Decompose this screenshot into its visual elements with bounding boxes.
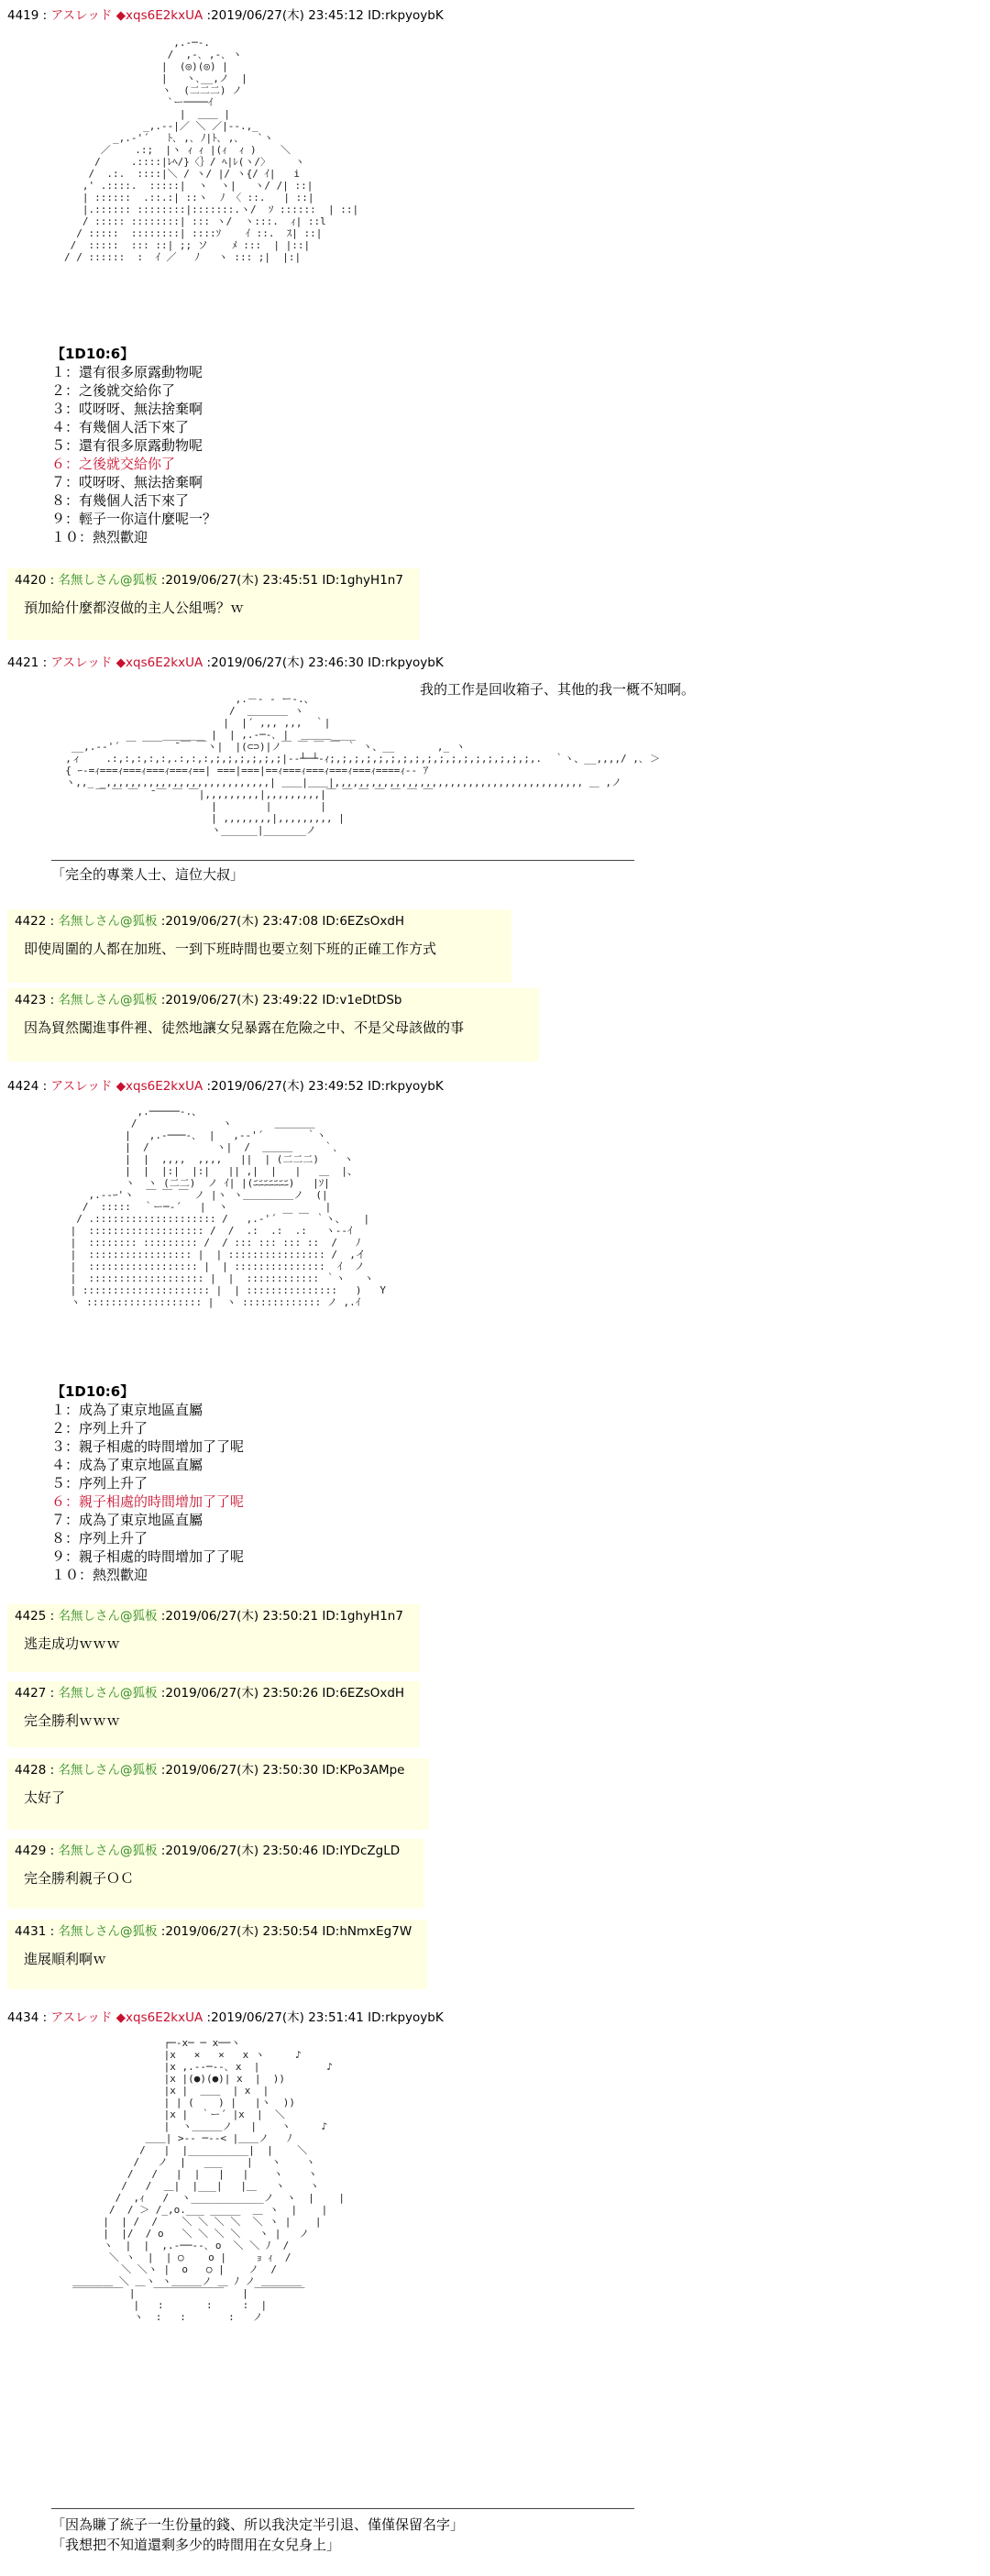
- dice-item-selected: ６：親子相處的時間增加了了呢: [51, 1493, 245, 1510]
- dice-item: １：成為了東京地區直屬: [51, 1402, 204, 1418]
- dice-item: ７：成為了東京地區直屬: [51, 1512, 204, 1528]
- poster-trip: ◆xqs6E2kxUA: [116, 8, 204, 23]
- dice-item: ２：之後就交給你了: [51, 382, 176, 399]
- post-body: 逃走成功ｗｗｗ: [24, 1635, 121, 1652]
- post-header-4419: 4419 : アスレッド ◆xqs6E2kxUA :2019/06/27(木) 23:45:12 ID:rkpyoybK: [7, 8, 444, 23]
- dice-item: ８：序列上升了: [51, 1530, 148, 1547]
- post-header-4428: 4428 : 名無しさん@狐板 :2019/06/27(木) 23:50:30 ID:KPo3AMpe: [15, 1763, 405, 1778]
- post-header-4421: 4421 : アスレッド ◆xqs6E2kxUA :2019/06/27(木) 23:46:30 ID:rkpyoybK: [7, 655, 444, 670]
- ascii-art-man-phone: ,.─────-.、 / ヽ ＿＿＿＿ | ,.-───-､ | ,-‐'´ ｀ヽ | / ヽ| / ＿＿＿ ｀､ | | ,,,, ,,,, || | (二二二) ヽ | | |:| |:| || ,| | | ＿ |、 ヽ ヽ (二二) ノ ｲ| |(ﾆﾆﾆﾆﾆﾆﾆ) |ｿ| ,.-‐ｰ'ヽ ￣ ￣ ￣ ノ |ヽ ヽ＿＿＿＿＿ノ (| / ::::: ｀ー─‐´ | ヽ | / .:::::::::::::::::::: / ,.-'´ ￣ ￣ ｀ヽ、 | | ::::::::::::::::::: / / .: .: .: ヽ-‐ｲ | :::::::: ::::::::: / / ::: ::: ::: :: / ﾉ | ::::::::::::::::: | | :::::::::::::::: / ,イ | :::::::::::::::::: | | ::::::::::::::: ｲ ノ | ::::::::::::::::::: | | :::::::::::: ｀ヽ ヽ | ::::::::::::::::::::: | | ::::::::::::::: ) Y ヽ ::::::::::::::::::: | ヽ ::::::::::::: ノ ,.ｲ: [70, 1106, 386, 1308]
- post-header-4423: 4423 : 名無しさん@狐板 :2019/06/27(木) 23:49:22 ID:v1eDtDSb: [15, 993, 402, 1007]
- dice-item: ８：有幾個人活下來了: [51, 492, 190, 509]
- post-body: 因為貿然闖進事件裡、徒然地讓女兒暴露在危險之中、不是父母該做的事: [24, 1019, 465, 1036]
- caption-text: 「完全的專業人士、這位大叔」: [51, 866, 245, 883]
- post-body: 進展順利啊ｗ: [24, 1951, 107, 1967]
- dice-item: ２：序列上升了: [51, 1420, 148, 1437]
- dice-item: ４：成為了東京地區直屬: [51, 1457, 204, 1473]
- dice-list-2: [51, 1382, 244, 1584]
- reply-4423: [7, 988, 539, 1062]
- dice-result-title: 【1D10:6】: [51, 346, 135, 362]
- post-header-4425: 4425 : 名無しさん@狐板 :2019/06/27(木) 23:50:21 ID:1ghyH1n7: [15, 1609, 403, 1624]
- reply-4422: [7, 909, 512, 983]
- post-body: 太好了: [24, 1789, 66, 1806]
- post-body: 預加給什麼都沒做的主人公組嗎？ｗ: [24, 600, 245, 616]
- post-number[interactable]: 4419: [7, 8, 39, 23]
- divider: [51, 860, 634, 861]
- reply-4428: [7, 1758, 429, 1830]
- reply-4427: [7, 1681, 420, 1747]
- post-header-4434: 4434 : アスレッド ◆xqs6E2kxUA :2019/06/27(木) 23:51:41 ID:rkpyoybK: [7, 2010, 444, 2025]
- post-date: 2019/06/27(木) 23:45:12: [211, 8, 364, 23]
- dice-item: ３：哎呀呀、無法捨棄啊: [51, 401, 204, 417]
- caption-text: 「因為賺了統子一生份量的錢、所以我決定半引退、僅僅保留名字」: [51, 2516, 465, 2533]
- reply-4420: [7, 568, 420, 640]
- post-body: 即使周圍的人都在加班、一到下班時間也要立刻下班的正確工作方式: [24, 941, 437, 957]
- post-header-4429: 4429 : 名無しさん@狐板 :2019/06/27(木) 23:50:46 ID:IYDcZgLD: [15, 1844, 401, 1858]
- reply-4425: [7, 1604, 420, 1672]
- dice-item: ３：親子相處的時間增加了了呢: [51, 1438, 245, 1455]
- dice-item: ９：親子相處的時間增加了了呢: [51, 1548, 245, 1565]
- divider: [51, 2508, 634, 2509]
- dice-item: ９：輕子一你這什麼呢一？: [51, 511, 217, 527]
- ascii-art-man-cooking: ┌─-x─ ─ x──ヽ |x × × x ヽ ♪ |x ,.-‐─‐-､ x | ♪ |x |(●)(●)| x | )) |x | ＿＿ | x | | | ( ) | |ヽ )) |x | ｀ー´ |x | ＼ | ヽ＿＿＿ノ | ヽ ♪ ＿＿| >-‐ ─‐-< |＿＿ノ ﾉ / | |__________| | ＼ / ノ | ___ | ヽ ヽ / / | | | | ヽ ヽ / / ＿| |___| |＿ ヽ ヽ / ,ｨ / ヽ____________ノ ヽ | | / / ＞ /_,o.___ _____ ＿ ヽ | | | | / / ＼ ＼ ＼ ＼ ＼ ヽ | | | |/ / o ＼ ＼ ＼ ＼ ヽ | ノ ヽ | | ,.-──‐-､ o ＼ ＼ ﾉ / ＼ ヽ | | ○ o | ｮ ｨ / ＼ ＼ヽ | o ○ | ノ / ＿＿＿＿ ＼ ＿ヽ ヽ＿＿＿ノ ＿ ﾉ ノ ＿＿＿＿ ￣￣￣￣￣ | ￣￣￣￣￣￣￣ | ￣￣￣￣￣ | : : : | ヽ : : : ノ: [72, 2037, 346, 2323]
- dice-item: ７：哎呀呀、無法捨棄啊: [51, 474, 204, 490]
- dice-list-1: [51, 345, 216, 546]
- post-header-4427: 4427 : 名無しさん@狐板 :2019/06/27(木) 23:50:26 ID:6EZsOxdH: [15, 1686, 405, 1701]
- post-body: 完全勝利ｗｗｗ: [24, 1712, 121, 1729]
- post-body: 完全勝利親子ＯＣ: [24, 1870, 135, 1887]
- poster-id[interactable]: ID:rkpyoybK: [368, 8, 444, 23]
- ascii-art-man-suit: ,.-─-. / ,-､ ,-､ ヽ | (◎)(◎) | | ヽ､__,ノ | ヽ (二二二) ノ `ー────ｲ | ＿＿ | _,.-‐|／ ＼ ／|‐-.,_ _,.-'´ ﾄ､ ,､ ﾉ|ﾄ､ ,､ `ヽ ／ .:; |ヽ ｨ ｨ |(ｨ ｨ ) ＼ / .::::|ﾚﾍ/}〈｝/ ﾍ|ﾚ(ヽ/〉 ヽ / .:. ::::|＼ / ヽ/ |/ ヽ{/ ｲ| i ,' .::::. :::::| ヽ ヽ| ヽ/ /| ::| | :::::: .::.:| ::ヽ ﾉ 〈 ::. | ::| |.:::::: ::::::::|:::::::.ヽ/ ｿ :::::: | ::| / ::::: ::::::::| ::: ヽ/ ヽ:::. ｨ| ::l / ::::: ::::::::| ::::ｿ ｲ ::. ｽ| ::| / ::::: ::: ::| ;; ソ ﾒ ::: | |::| / / :::::: : ｲ ／ ﾉ ヽ ::: ;| |:|: [64, 37, 359, 263]
- poster-name: アスレッド: [50, 8, 113, 23]
- post-header-4424: 4424 : アスレッド ◆xqs6E2kxUA :2019/06/27(木) 23:49:52 ID:rkpyoybK: [7, 1079, 444, 1094]
- dice-item: １０：熱烈歡迎: [51, 529, 148, 545]
- ascii-art-man-stretch: ,.－‐ ‐ ー-.、 / ＿＿＿＿ ヽ | |´ ,,, ,,, ｀| _______ | | ,.-─-､ | ＿＿＿____ __,.-‐'´ ￣ ￣￣ ̄ ￣ ￣ヽ| |(⊂⊃)|ノ￣ ￣ ￣ ￣ ｀ ヽ、__ ,_ ヽ ,ィ .:,:,:,:,:,.:,:,:,;,;,;,;,;,;|‐-┴─┴-ｨ;,;,;,;,;,;,;,;,;,;,;,;,;,;,;,;,;,. ｀ヽ、__,,,,/ ,､ ＞ { ｰ-=ｨ===ｨ===ｨ===ｨ===ｨ==| ===|===|==ｨ===ｨ===ｨ===ｨ===ｨ====ｨ-‐ ｱ ヽ,,_ _,,,,,,,,,,,,,,,,,,,,,,,,,,,| ＿＿|＿＿|,,,,,,,,,,,,,,,,,,,,,,,,,,,,,,,,,,,,,,,,, ＿ ,ノ ￣ ￣ ￣ ̄ ￣ ￣ ￣|,,,,,,,,,|,,,,,,,,,|￣ ￣ ￣ ￣ ￣ ￣ ￣ | | | | ,,,,,,,,|,,,,,,,,, | ヽ______|_______ノ: [65, 693, 661, 836]
- dice-item: ５：序列上升了: [51, 1475, 148, 1492]
- post-header-4431: 4431 : 名無しさん@狐板 :2019/06/27(木) 23:50:54 ID:hNmxEg7W: [15, 1924, 412, 1939]
- reply-4429: [7, 1839, 424, 1909]
- dice-item-selected: ６：之後就交給你了: [51, 456, 176, 472]
- poster-name: 名無しさん@狐板: [58, 573, 158, 588]
- dice-result-title: 【1D10:6】: [51, 1383, 135, 1400]
- post-header-4420: 4420 : 名無しさん@狐板 :2019/06/27(木) 23:45:51 ID:1ghyH1n7: [15, 573, 403, 588]
- dice-item: １：還有很多原露動物呢: [51, 364, 204, 380]
- post-header-4422: 4422 : 名無しさん@狐板 :2019/06/27(木) 23:47:08 ID:6EZsOxdH: [15, 914, 405, 929]
- dice-item: ４：有幾個人活下來了: [51, 419, 190, 435]
- reply-4431: [7, 1920, 427, 1989]
- dice-item: ５：還有很多原露動物呢: [51, 437, 204, 454]
- dice-item: １０：熱烈歡迎: [51, 1567, 148, 1583]
- caption-text: 「我想把不知道還剩多少的時間用在女兒身上」: [51, 2537, 341, 2553]
- speech-text: 我的工作是回收箱子、其他的我一概不知啊。: [420, 681, 696, 698]
